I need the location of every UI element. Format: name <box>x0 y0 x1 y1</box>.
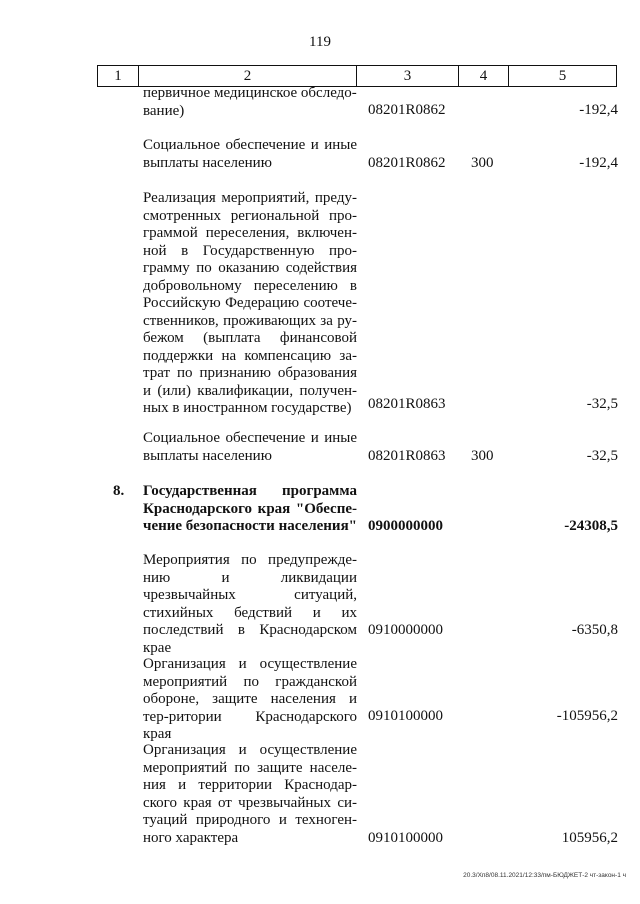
row-description: Организация и осуществление мероприятий по гражданской обороне, защите населения и тер-ритории Краснодарского края <box>143 656 357 742</box>
row-type: 300 <box>471 155 494 171</box>
row-description: Мероприятия по предупрежде-нию и ликвидации чрезвычайных ситуаций, стихийных бедствий и их последствий в Краснодарском крае <box>143 552 357 656</box>
row-code: 08201R0863 <box>368 396 446 412</box>
row-code: 08201R0862 <box>368 155 446 171</box>
header-col-5: 5 <box>558 68 567 84</box>
row-amount: -192,4 <box>579 102 618 118</box>
footer-stamp: 20.3/Хп8/08.11.2021/12:33/пм-БЮДЖЕТ-2 чт-закон-1 ч <box>463 872 626 879</box>
row-code: 08201R0863 <box>368 448 446 464</box>
row-description: Организация и осуществление мероприятий по защите населе-ния и территории Краснодар-ского края от чрезвычайных си-туаций природного и техноген-ного характера <box>143 742 357 846</box>
row-amount: -192,4 <box>579 155 618 171</box>
row-number: 8. <box>113 483 125 499</box>
row-code: 0900000000 <box>368 518 443 534</box>
header-col-3: 3 <box>357 66 459 86</box>
row-amount: -105956,2 <box>556 708 618 724</box>
row-description: первичное медицинское обследо- вание) <box>143 85 357 119</box>
row-amount: -32,5 <box>586 396 618 412</box>
header-col-4: 4 <box>459 66 509 86</box>
row-description: Государственная программа Краснодарского края "Обеспе-чение безопасности населения" <box>143 483 358 534</box>
row-type: 300 <box>471 448 494 464</box>
table-header <box>97 65 617 87</box>
row-code: 08201R0862 <box>368 102 446 118</box>
row-description: Социальное обеспечение и иные выплаты населению <box>143 430 357 464</box>
row-code: 0910100000 <box>368 830 443 846</box>
row-description: Реализация мероприятий, преду-смотренных региональной про-граммой переселения, включен-ной в Государственную про-грамму по оказанию содействия добровольному переселению в Российскую Федерацию соотече-ственников, проживающих за ру-бежом (выплата финансовой поддержки на компенсацию за-трат по признанию образования и (или) квалификации, получен-ных в иностранном государстве) <box>143 190 357 416</box>
header-col-2: 2 <box>139 66 357 86</box>
header-col-1: 1 <box>98 66 139 86</box>
row-amount: -6350,8 <box>571 622 618 638</box>
row-amount: -24308,5 <box>564 518 618 534</box>
row-code: 0910000000 <box>368 622 443 638</box>
row-amount: 105956,2 <box>561 830 618 846</box>
row-code: 0910100000 <box>368 708 443 724</box>
row-description: Социальное обеспечение и иные выплаты населению <box>143 137 357 171</box>
row-amount: -32,5 <box>586 448 618 464</box>
page-number: 119 <box>309 34 331 50</box>
